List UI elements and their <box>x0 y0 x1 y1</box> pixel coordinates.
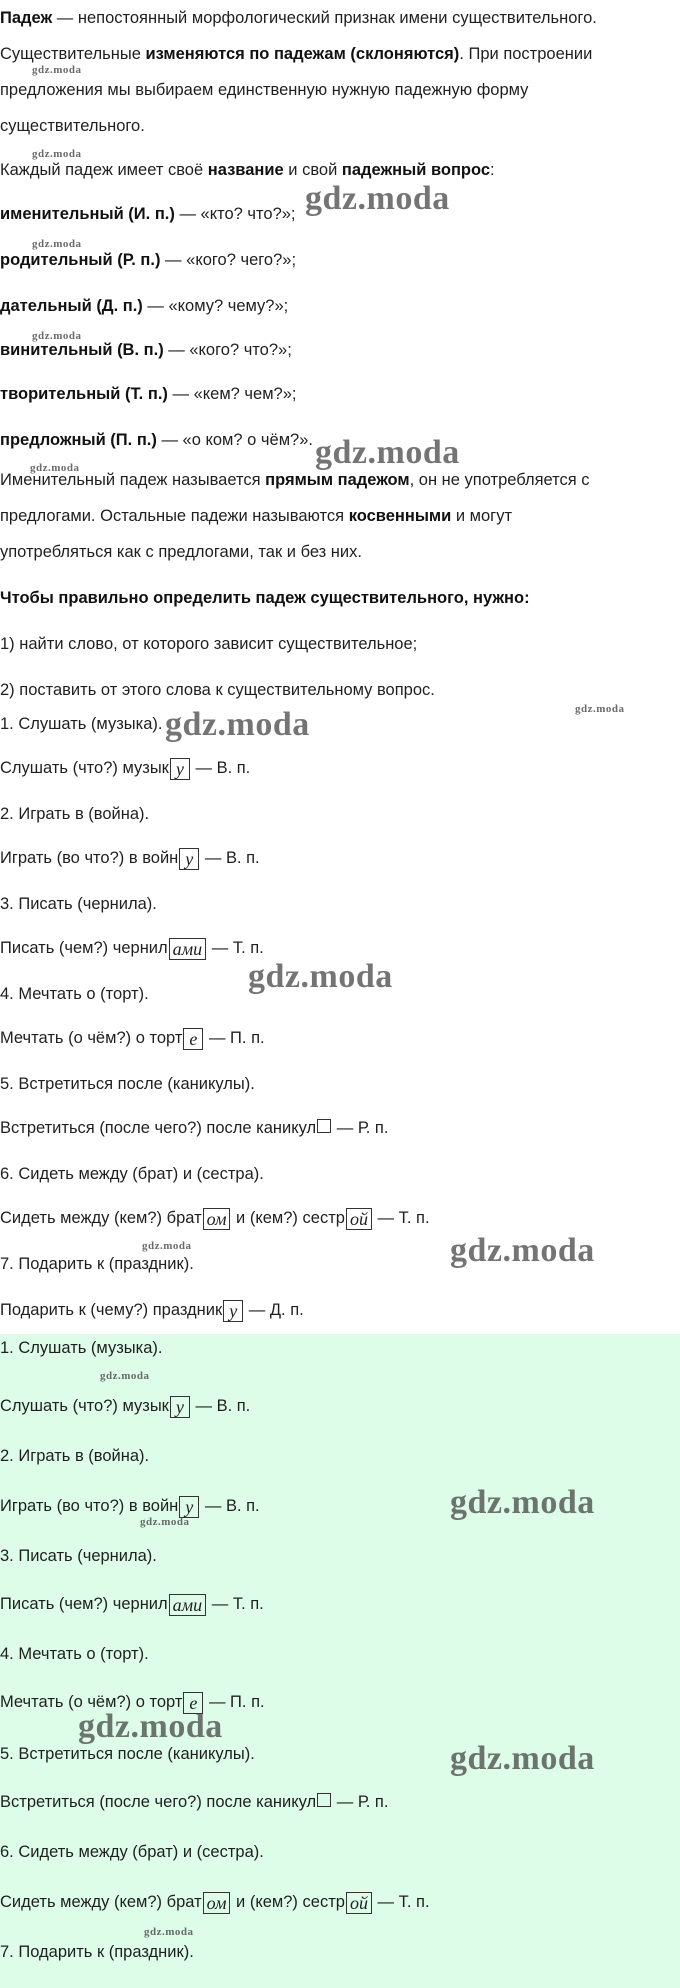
text-line: употребляться как с предлогами, так и без них. <box>0 543 362 561</box>
case-label: — Т. п. <box>207 1595 264 1613</box>
ending-box: ой <box>346 1892 372 1914</box>
answer-task-line: 1. Слушать (музыка). <box>0 1339 163 1357</box>
text: Встретиться (после чего?) после каникул <box>0 1119 317 1137</box>
case-label: — В. п. <box>200 849 260 867</box>
ending-box: ами <box>169 1594 207 1616</box>
text: Встретиться (после чего?) после каникул <box>0 1793 317 1811</box>
case-question: — «кем? чем?»; <box>167 385 297 403</box>
rule-heading <box>0 588 680 608</box>
task-line: 2. Играть в (война). <box>0 805 150 823</box>
watermark: gdz.moda <box>140 1516 190 1528</box>
watermark: gdz.moda <box>30 462 80 474</box>
declension-line <box>0 44 680 64</box>
task-line: 1. Слушать (музыка). <box>0 715 163 733</box>
solution-line <box>0 1300 680 1322</box>
text: . При построении <box>459 45 593 63</box>
case-question: — «кому? чему?»; <box>142 297 289 315</box>
text: Именительный падеж называется <box>0 471 266 489</box>
solution-line <box>0 1118 680 1138</box>
text: Сидеть между (кем?) брат <box>0 1209 202 1227</box>
watermark: gdz.moda <box>165 706 310 743</box>
bold-text: Чтобы правильно определить падеж существительного, нужно: <box>0 589 530 607</box>
text: предлогами. Остальные падежи называются <box>0 507 349 525</box>
text: и (кем?) сестр <box>231 1893 345 1911</box>
case-line <box>0 384 680 404</box>
watermark: gdz.moda <box>32 148 82 160</box>
text: : <box>490 161 495 179</box>
case-name: родительный (Р. п.) <box>0 251 161 269</box>
ending-box: у <box>170 1396 190 1418</box>
watermark: gdz.moda <box>450 1484 595 1521</box>
watermark: gdz.moda <box>100 1370 150 1382</box>
case-name: предложный (П. п.) <box>0 431 157 449</box>
answer-solution-line <box>0 1396 680 1418</box>
case-label: — Т. п. <box>207 939 264 957</box>
empty-ending-box <box>317 1119 331 1133</box>
case-name: винительный (В. п.) <box>0 341 164 359</box>
case-name: дательный (Д. п.) <box>0 297 143 315</box>
case-label: — Р. п. <box>332 1119 389 1137</box>
text: Писать (чем?) чернил <box>0 1595 168 1613</box>
term-padezh: Падеж <box>0 9 53 27</box>
text: Играть (во что?) в войн <box>0 849 179 867</box>
case-name: творительный (Т. п.) <box>0 385 168 403</box>
task-line: 4. Мечтать о (торт). <box>0 985 149 1003</box>
bold-text: название <box>207 161 284 179</box>
text-line: существительного. <box>0 117 145 135</box>
watermark: gdz.moda <box>450 1740 595 1777</box>
text: Слушать (что?) музык <box>0 1397 169 1415</box>
ending-box: ом <box>203 1892 231 1914</box>
empty-ending-box <box>317 1793 331 1807</box>
ending-box: е <box>183 1028 203 1050</box>
text: , он не употребляется с <box>409 471 590 489</box>
answer-task-line: 5. Встретиться после (каникулы). <box>0 1745 255 1763</box>
text: Слушать (что?) музык <box>0 759 169 777</box>
case-label: — П. п. <box>204 1029 265 1047</box>
answer-task-line: 4. Мечтать о (торт). <box>0 1645 149 1663</box>
answer-solution-line <box>0 1792 680 1812</box>
watermark: gdz.moda <box>142 1240 192 1252</box>
ending-box: е <box>183 1692 203 1714</box>
text: Сидеть между (кем?) брат <box>0 1893 202 1911</box>
case-label: — Т. п. <box>372 1209 430 1227</box>
case-line <box>0 340 680 360</box>
text: и (кем?) сестр <box>231 1209 345 1227</box>
text: Подарить к (чему?) праздник <box>0 1301 223 1319</box>
rule-step: 1) найти слово, от которого зависит существительное; <box>0 635 418 653</box>
solution-line <box>0 1028 680 1050</box>
watermark: gdz.moda <box>305 180 450 217</box>
bold-text: прямым падежом <box>265 471 410 489</box>
ending-box: ами <box>169 938 207 960</box>
task-line: 7. Подарить к (праздник). <box>0 1255 194 1273</box>
ending-box: у <box>179 848 199 870</box>
watermark: gdz.moda <box>144 1926 194 1938</box>
task-line: 5. Встретиться после (каникулы). <box>0 1075 255 1093</box>
case-line <box>0 296 680 316</box>
case-label: — В. п. <box>190 1397 251 1415</box>
bold-text: падежный вопрос <box>341 161 491 179</box>
task-line: 6. Сидеть между (брат) и (сестра). <box>0 1165 264 1183</box>
case-question: — «о ком? о чём?». <box>156 431 313 449</box>
watermark: gdz.moda <box>78 1708 223 1745</box>
text-line: предложения мы выбираем единственную нужную падежную форму <box>0 81 529 99</box>
text-line <box>0 506 680 526</box>
text: Писать (чем?) чернил <box>0 939 168 957</box>
watermark: gdz.moda <box>575 703 625 715</box>
case-line <box>0 250 680 270</box>
ending-box: у <box>170 758 190 780</box>
bold-text: изменяются по падежам (склоняются) <box>145 45 460 63</box>
text: Мечтать (о чём?) о торт <box>0 1693 183 1711</box>
definition-line <box>0 8 680 28</box>
watermark: gdz.moda <box>32 238 82 250</box>
text-line <box>0 470 680 490</box>
watermark: gdz.moda <box>32 64 82 76</box>
case-label: — П. п. <box>204 1693 265 1711</box>
bold-text: косвенными <box>348 507 452 525</box>
ending-box: у <box>179 1496 199 1518</box>
text: Играть (во что?) в войн <box>0 1497 179 1515</box>
case-label: — В. п. <box>190 759 251 777</box>
ending-box: у <box>223 1300 243 1322</box>
solution-line <box>0 1208 680 1230</box>
answer-solution-line <box>0 1892 680 1914</box>
answer-task-line: 3. Писать (чернила). <box>0 1547 157 1565</box>
answer-task-line: 7. Подарить к (праздник). <box>0 1943 194 1961</box>
watermark: gdz.moda <box>248 958 393 995</box>
text: Мечтать (о чём?) о торт <box>0 1029 183 1047</box>
case-label: — Р. п. <box>332 1793 389 1811</box>
task-line: 3. Писать (чернила). <box>0 895 157 913</box>
case-label: — Т. п. <box>372 1893 430 1911</box>
text: Существительные <box>0 45 146 63</box>
answer-task-line: 2. Играть в (война). <box>0 1447 150 1465</box>
text: Каждый падеж имеет своё <box>0 161 208 179</box>
text: и могут <box>451 507 512 525</box>
case-question: — «кого? что?»; <box>163 341 292 359</box>
answer-task-line: 6. Сидеть между (брат) и (сестра). <box>0 1843 264 1861</box>
definition-text: — непостоянный морфологический признак имени существительного. <box>52 9 597 27</box>
rule-step: 2) поставить от этого слова к существительному вопрос. <box>0 681 435 699</box>
case-label: — В. п. <box>200 1497 260 1515</box>
solution-line <box>0 848 680 870</box>
case-question: — «кто? что?»; <box>174 205 296 223</box>
watermark: gdz.moda <box>32 330 82 342</box>
case-intro-line <box>0 160 680 180</box>
solution-line <box>0 758 680 780</box>
ending-box: ом <box>203 1208 231 1230</box>
case-name: именительный (И. п.) <box>0 205 175 223</box>
answer-solution-line <box>0 1594 680 1616</box>
case-question: — «кого? чего?»; <box>160 251 297 269</box>
case-label: — Д. п. <box>244 1301 304 1319</box>
ending-box: ой <box>346 1208 372 1230</box>
watermark: gdz.moda <box>450 1232 595 1269</box>
watermark: gdz.moda <box>315 434 460 471</box>
solution-line <box>0 938 680 960</box>
text: и свой <box>283 161 342 179</box>
